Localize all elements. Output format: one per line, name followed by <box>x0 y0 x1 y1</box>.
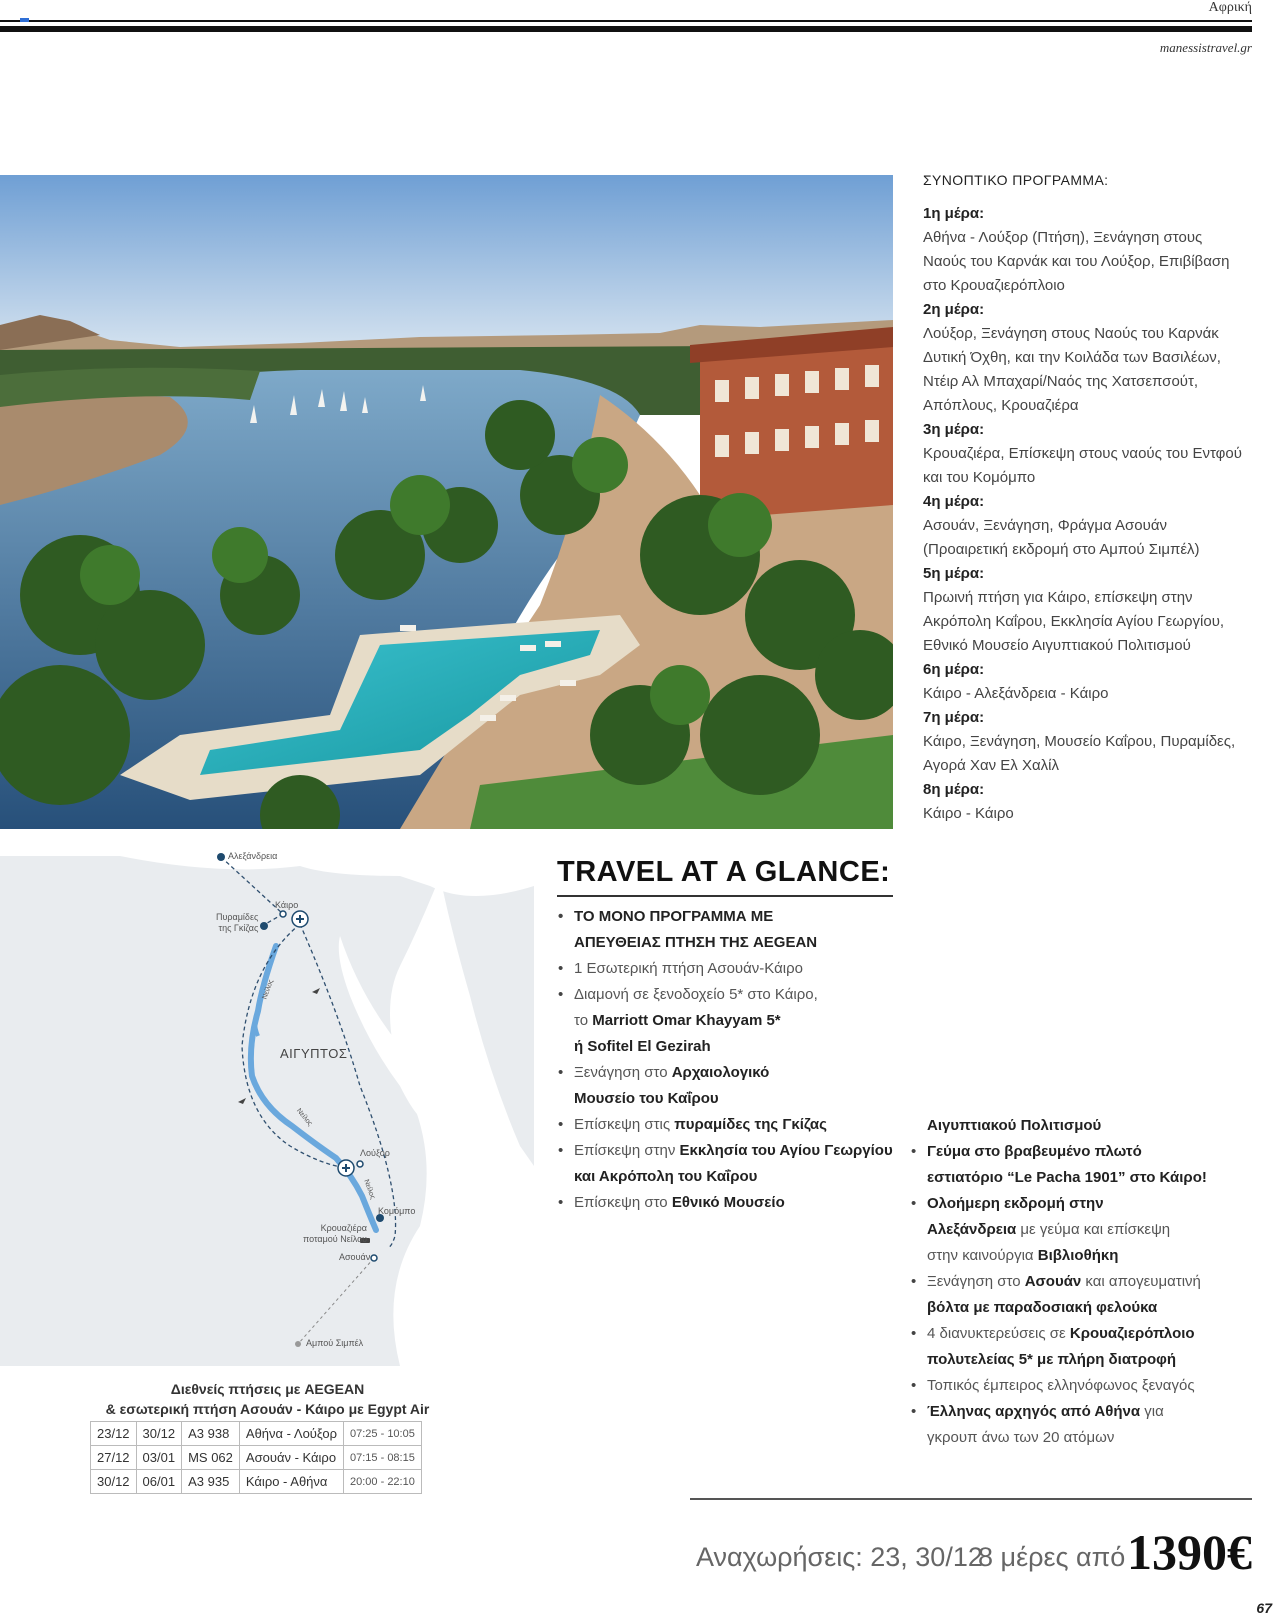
day-description-line: Λούξορ, Ξενάγηση στους Ναούς του Καρνάκ <box>923 325 1219 342</box>
list-item: • Ξενάγηση στο Ασουάν και απογευματινή βόλτα με παραδοσιακή φελούκα <box>910 1269 1250 1321</box>
itinerary-summary <box>923 172 1263 826</box>
day-description-line: Αγορά Χαν Ελ Χαλίλ <box>923 757 1059 774</box>
header-rule-thin <box>0 20 1252 22</box>
list-item: • Επίσκεψη στο Εθνικό Μουσείο <box>557 1190 893 1216</box>
table-row <box>91 1422 422 1446</box>
price-divider <box>690 1498 1252 1500</box>
list-item: • Ξενάγηση στο Αρχαιολογικό Μουσείο του Καΐρου <box>557 1060 893 1112</box>
list-item: • 1 Εσωτερική πτήση Ασουάν-Κάιρο <box>557 956 893 982</box>
flights-title: Διεθνείς πτήσεις με AEGEAN & εσωτερική πτήση Ασουάν - Κάιρο με Egypt Air <box>105 1381 430 1417</box>
list-item: • Επίσκεψη στις πυραμίδες της Γκίζας <box>557 1112 893 1138</box>
flight-route: Κάιρο - Αθήνα <box>239 1470 343 1494</box>
flight-departure-date: 30/12 <box>91 1470 137 1494</box>
map-label-luxor: Λούξορ <box>360 1148 390 1158</box>
glance-title: TRAVEL AT A GLANCE: <box>557 856 893 897</box>
section-label: Αφρική <box>1208 0 1252 15</box>
day-description-line: Ναούς του Καρνάκ και του Λούξορ, Επιβίβαση <box>923 253 1230 270</box>
map-label-egypt: ΑΙΓΥΠΤΟΣ <box>280 1046 348 1061</box>
flight-number: MS 062 <box>182 1446 240 1470</box>
day-label: 1η μέρα: <box>923 205 985 222</box>
flight-time: 07:15 - 08:15 <box>344 1446 422 1470</box>
flight-departure-date: 27/12 <box>91 1446 137 1470</box>
flight-departure-date: 23/12 <box>91 1422 137 1446</box>
map-label-aswan: Ασουάν <box>339 1252 371 1262</box>
day-description-line: Πρωινή πτήση για Κάιρο, επίσκεψη στην <box>923 589 1193 606</box>
hero-photo-nile-hotel <box>0 175 893 829</box>
flight-return-date: 30/12 <box>136 1422 182 1446</box>
price-amount: 1390€ <box>1127 1524 1252 1580</box>
day-label: 7η μέρα: <box>923 709 985 726</box>
day-label: 2η μέρα: <box>923 301 985 318</box>
flight-number: A3 935 <box>182 1470 240 1494</box>
list-item: • 4 διανυκτερεύσεις σε Κρουαζιερόπλοιο πολυτελείας 5* με πλήρη διατροφή <box>910 1321 1250 1373</box>
page-number: 67 <box>1256 1600 1272 1616</box>
day-description-line: Κρουαζιέρα, Επίσκεψη στους ναούς του Εντφού <box>923 445 1242 462</box>
list-item: • Διαμονή σε ξενοδοχείο 5* στο Κάιρο, το Marriott Omar Khayyam 5* ή Sofitel El Gezirah <box>557 982 893 1060</box>
map-label-nile-mid: Νείλος <box>294 1107 314 1128</box>
map-label-giza: Πυραμίδες της Γκίζας <box>216 912 259 933</box>
map-label-abu-simbel: Αμπού Σιμπέλ <box>306 1338 364 1348</box>
itinerary-title: ΣΥΝΟΠΤΙΚΟ ΠΡΟΓΡΑΜΜΑ: <box>923 172 1109 188</box>
day-label: 4η μέρα: <box>923 493 985 510</box>
route-map <box>0 846 534 1366</box>
map-label-nile-north: Νείλος <box>261 978 275 1001</box>
glance-list-continued <box>910 1139 1250 1451</box>
flight-return-date: 06/01 <box>136 1470 182 1494</box>
glance-continuation: Αιγυπτιακού Πολιτισμού <box>927 1117 1102 1134</box>
day-label: 8η μέρα: <box>923 781 985 798</box>
list-item: • Έλληνας αρχηγός από Αθήνα για γκρουπ άνω των 20 ατόμων <box>910 1399 1250 1451</box>
day-description-line: (Προαιρετική εκδρομή στο Αμπού Σιμπέλ) <box>923 541 1200 558</box>
header-rule-thick <box>0 26 1252 32</box>
itinerary-days <box>923 202 1263 826</box>
flight-time: 07:25 - 10:05 <box>344 1422 422 1446</box>
departures-text: Αναχωρήσεις: 23, 30/12 <box>696 1542 983 1572</box>
day-description-line: Εθνικό Μουσείο Αιγυπτιακού Πολιτισμού <box>923 637 1191 654</box>
day-description-line: Ακρόπολη Καΐρου, Εκκλησία Αγίου Γεωργίου, <box>923 613 1225 630</box>
map-label-alexandria: Αλεξάνδρεια <box>228 851 278 861</box>
flight-number: A3 938 <box>182 1422 240 1446</box>
list-item: • Γεύμα στο βραβευμένο πλωτό εστιατόριο “Le Pacha 1901” στο Κάιρο! <box>910 1139 1250 1191</box>
flight-return-date: 03/01 <box>136 1446 182 1470</box>
day-description-line: Κάιρο - Κάιρο <box>923 805 1014 822</box>
flights-table <box>90 1421 422 1494</box>
flight-route: Ασουάν - Κάιρο <box>239 1446 343 1470</box>
map-label-nile-south: Νείλος <box>362 1178 376 1201</box>
day-description-line: Κάιρο - Αλεξάνδρεια - Κάιρο <box>923 685 1109 702</box>
day-description-line: στο Κρουαζιερόπλοιο <box>923 277 1065 294</box>
flight-time: 20:00 - 22:10 <box>344 1470 422 1494</box>
list-item: • Επίσκεψη στην Εκκλησία του Αγίου Γεωργίου και Ακρόπολη του Καΐρου <box>557 1138 893 1190</box>
website-label: manessistravel.gr <box>1159 40 1252 55</box>
map-label-cruise: Κρουαζιέρα ποταμού Νείλου <box>303 1223 368 1244</box>
map-label-kom-ombo: Κομόμπο <box>378 1206 416 1216</box>
header-accent-mark <box>20 18 29 22</box>
day-label: 6η μέρα: <box>923 661 985 678</box>
duration-text: 8 μέρες από <box>978 1542 1126 1572</box>
list-item: • Τοπικός έμπειρος ελληνόφωνος ξεναγός <box>910 1373 1250 1399</box>
day-label: 3η μέρα: <box>923 421 985 438</box>
table-row <box>91 1446 422 1470</box>
day-description-line: Δυτική Όχθη, και την Κοιλάδα των Βασιλέων, <box>923 349 1221 366</box>
list-item: • Ολοήμερη εκδρομή στην Αλεξάνδρεια με γεύμα και επίσκεψη στην καινούργια Βιβλιοθήκη <box>910 1191 1250 1269</box>
day-description-line: και του Κομόμπο <box>923 469 1036 486</box>
day-description-line: Κάιρο, Ξενάγηση, Μουσείο Καΐρου, Πυραμίδες, <box>923 733 1236 750</box>
day-description-line: Αθήνα - Λούξορ (Πτήση), Ξενάγηση στους <box>923 229 1203 246</box>
map-label-cairo: Κάιρο <box>275 900 299 910</box>
day-description-line: Ασουάν, Ξενάγηση, Φράγμα Ασουάν <box>923 517 1168 534</box>
day-label: 5η μέρα: <box>923 565 985 582</box>
day-description-line: Ντέιρ Αλ Μπαχαρί/Ναός της Χατσεπσούτ, <box>923 373 1199 390</box>
table-row <box>91 1470 422 1494</box>
list-item: • ΤΟ ΜΟΝΟ ΠΡΟΓΡΑΜΜΑ ΜΕ ΑΠΕΥΘΕΙΑΣ ΠΤΗΣΗ ΤΗΣ AEGEAN <box>557 904 893 956</box>
day-description-line: Απόπλους, Κρουαζιέρα <box>923 397 1079 414</box>
flight-route: Αθήνα - Λούξορ <box>239 1422 343 1446</box>
glance-list <box>557 904 893 1216</box>
